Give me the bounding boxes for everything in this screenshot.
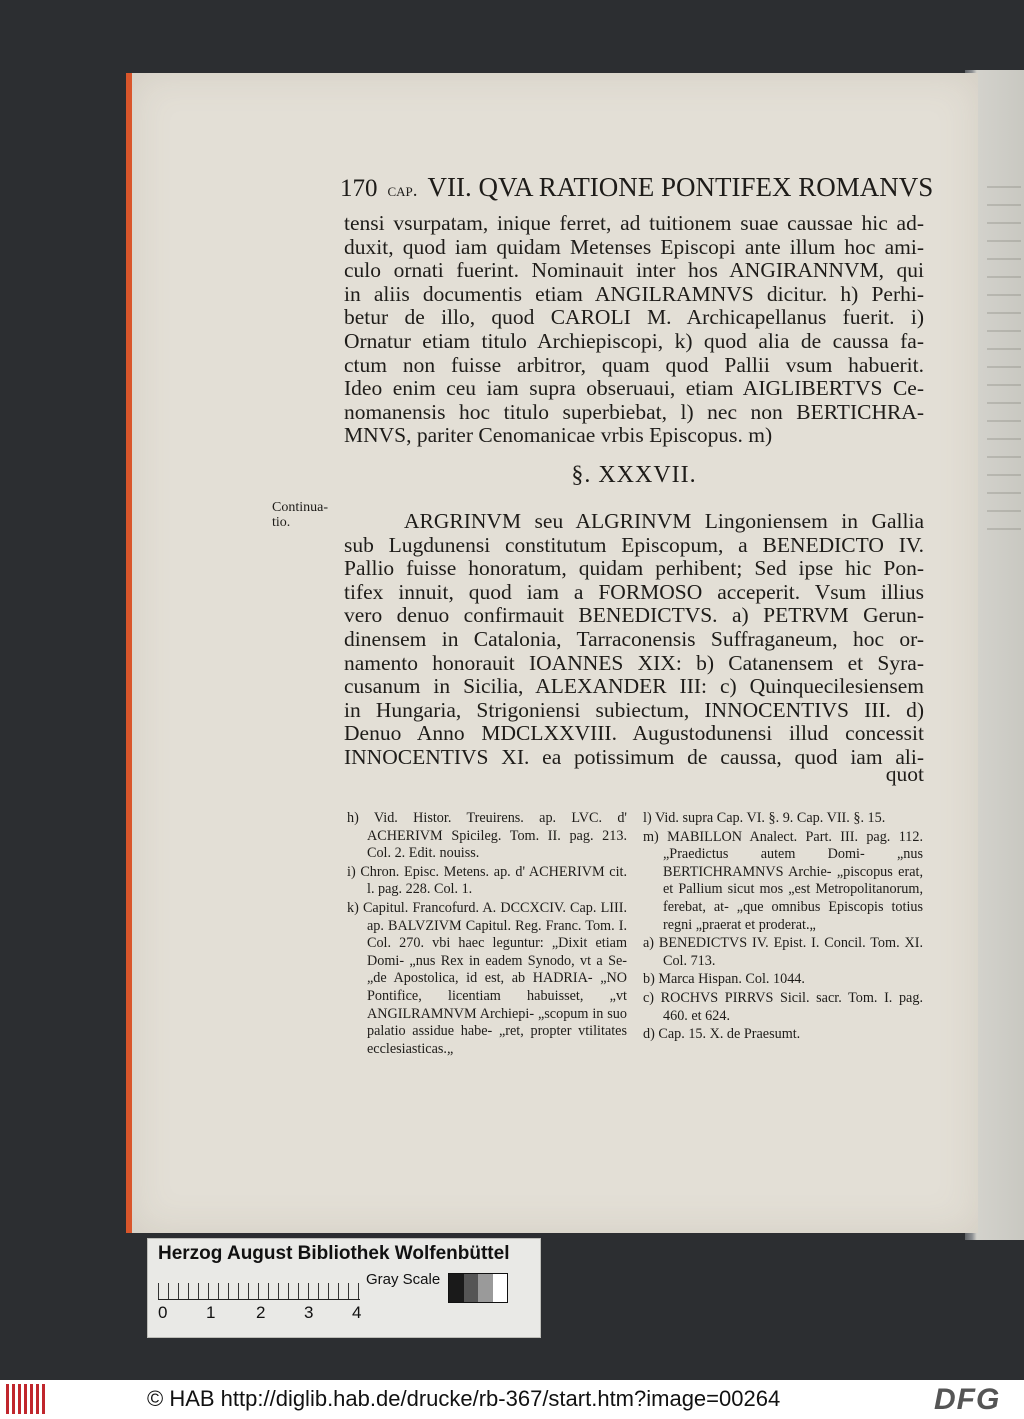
gray-swatch: [493, 1274, 508, 1302]
running-head: [340, 172, 934, 208]
text-line: INNOCENTIVS XI. ea potissimum de caussa, quod iam ali-: [344, 744, 924, 769]
text-line: in Hungaria, Strigoniensi subiectum, INNOCENTIVS III. d): [344, 697, 924, 722]
paragraph-1: [344, 212, 924, 448]
paragraph-2: [344, 510, 924, 770]
text-line: ARGRINVM seu ALGRINVM Lingoniensem in Gallia: [404, 509, 924, 533]
text-line: in aliis documentis etiam ANGILRAMNVS dicitur. h) Perhi-: [344, 281, 924, 306]
ruler-number: 2: [256, 1303, 266, 1322]
text-line: MNVS, pariter Cenomanicae vrbis Episcopus. m): [344, 423, 773, 448]
adjacent-page-text: [987, 170, 1021, 530]
dfg-logo: DFG: [934, 1383, 1001, 1416]
margin-note: Continua-tio.: [272, 500, 328, 530]
text-line: cusanum in Sicilia, ALEXANDER III: c) Quinquecilesiensem: [344, 674, 924, 699]
footnote: i) Chron. Episc. Metens. ap. d' ACHERIVM cit. l. pag. 228. Col. 1.: [347, 863, 627, 898]
catchword: quot: [885, 762, 924, 786]
text-line: vero denuo confirmauit BENEDICTVS. a) PETRVM Gerun-: [344, 603, 924, 628]
footnote: c) ROCHVS PIRRVS Sicil. sacr. Tom. I. pag. 460. et 624.: [643, 989, 923, 1024]
text-line: Denuo Anno MDCLXXVIII. Augustodunensi illud concessit: [344, 721, 924, 746]
text-line: namento honorauit IOANNES XIX: b) Catanensem et Syra-: [344, 650, 924, 675]
ruler-number: 4: [352, 1303, 362, 1322]
gray-swatch: [449, 1274, 464, 1302]
footnote: m) MABILLON Analect. Part. III. pag. 112. „Praedictus autem Domi- „nus BERTICHRAMNVS Archie- „piscopus erat, et Pallium sicut mos „est Metropolitanorum, ferebat, at- „que omnibus Episcopis totius regni „praerat et proderat.„: [643, 828, 923, 933]
text-line: dinensem in Catalonia, Tarraconensis Suffraganeum, hoc or-: [344, 626, 924, 651]
text-line: tensi vsurpatam, inique ferret, ad tuitionem suae caussae hic ad-: [344, 211, 924, 235]
gray-scale-swatches: [448, 1273, 508, 1303]
footnote: d) Cap. 15. X. de Praesumt.: [643, 1026, 801, 1043]
scale-ruler: [158, 1273, 360, 1300]
ruler-numbers: [154, 1303, 374, 1327]
footnote: a) BENEDICTVS IV. Epist. I. Concil. Tom. XI. Col. 713.: [643, 935, 923, 969]
citation-link[interactable]: © HAB http://diglib.hab.de/drucke/rb-367/start.htm?image=00264: [147, 1386, 781, 1411]
footnote: b) Marca Hispan. Col. 1044.: [643, 971, 805, 988]
footnotes-right: [643, 810, 923, 1045]
ruler-number: 0: [158, 1303, 168, 1322]
hab-logo-icon: [6, 1384, 46, 1414]
page-number: 170: [340, 175, 378, 202]
color-reference-card: [147, 1238, 541, 1338]
text-line: nomanensis hoc titulo superbiebat, l) nec non BERTICHRA-: [344, 399, 924, 424]
chapter-abbrev: cap.: [387, 180, 418, 201]
footnote: l) Vid. supra Cap. VI. §. 9. Cap. VII. §. 15.: [643, 810, 886, 826]
running-title: VII. QVA RATIONE PONTIFEX ROMANVS: [427, 172, 934, 202]
text-line: Pallio fuisse honoratum, quidam perhibent; Sed ipse hic Pon-: [344, 556, 924, 581]
gray-swatch: [464, 1274, 479, 1302]
text-line: Ornatur etiam titulo Archiepiscopi, k) quod alia de caussa fa-: [344, 328, 924, 353]
text-line: ctum non fuisse arbitror, quam quod Pallii vsum habuerit.: [344, 352, 924, 377]
ruler-number: 3: [304, 1303, 314, 1322]
text-line: sub Lugdunensi constitutum Episcopum, a BENEDICTO IV.: [344, 532, 924, 557]
text-line: betur de illo, quod CAROLI M. Archicapellanus fuerit. i): [344, 305, 924, 330]
text-line: duxit, quod iam quidam Metenses Episcopi ante illum hoc ami-: [344, 234, 924, 259]
section-title: §. XXXVII.: [571, 462, 697, 488]
footnote: h) Vid. Histor. Treuirens. ap. LVC. d' ACHERIVM Spicileg. Tom. II. pag. 213. Col. 2. Edit. nouiss.: [347, 810, 627, 862]
library-name: Herzog August Bibliothek Wolfenbüttel: [158, 1243, 510, 1264]
text-line: culo ornati fuerint. Nominauit inter hos ANGIRANNVM, qui: [344, 258, 924, 283]
text-line: Ideo enim ceu iam supra obseruaui, etiam AIGLIBERTVS Ce-: [344, 376, 924, 401]
text-line: tifex innuit, quod iam a FORMOSO acceperit. Vsum illius: [344, 579, 924, 604]
gray-scale-label: Gray Scale: [366, 1271, 441, 1288]
footnotes-left: [347, 810, 627, 1059]
gray-swatch: [478, 1274, 493, 1302]
footer-bar: [0, 1380, 1024, 1419]
footnote: k) Capitul. Francofurd. A. DCCXCIV. Cap. LIII. ap. BALVZIVM Capitul. Reg. Franc. Tom. I. Col. 270. vbi haec leguntur: „Dixit etiam Domi- „nus Rex in eadem Synodo, vt a Se- „de Apostolica, id est, ab HADRIA- „NO Pontifice, licentiam habuisset, „vt ANGILRAMNVM Archiepi- „scopum in suo palatio assidue habe- „ret, propter vtilitates ecclesiasticas.„: [347, 899, 627, 1057]
ruler-number: 1: [206, 1303, 216, 1322]
